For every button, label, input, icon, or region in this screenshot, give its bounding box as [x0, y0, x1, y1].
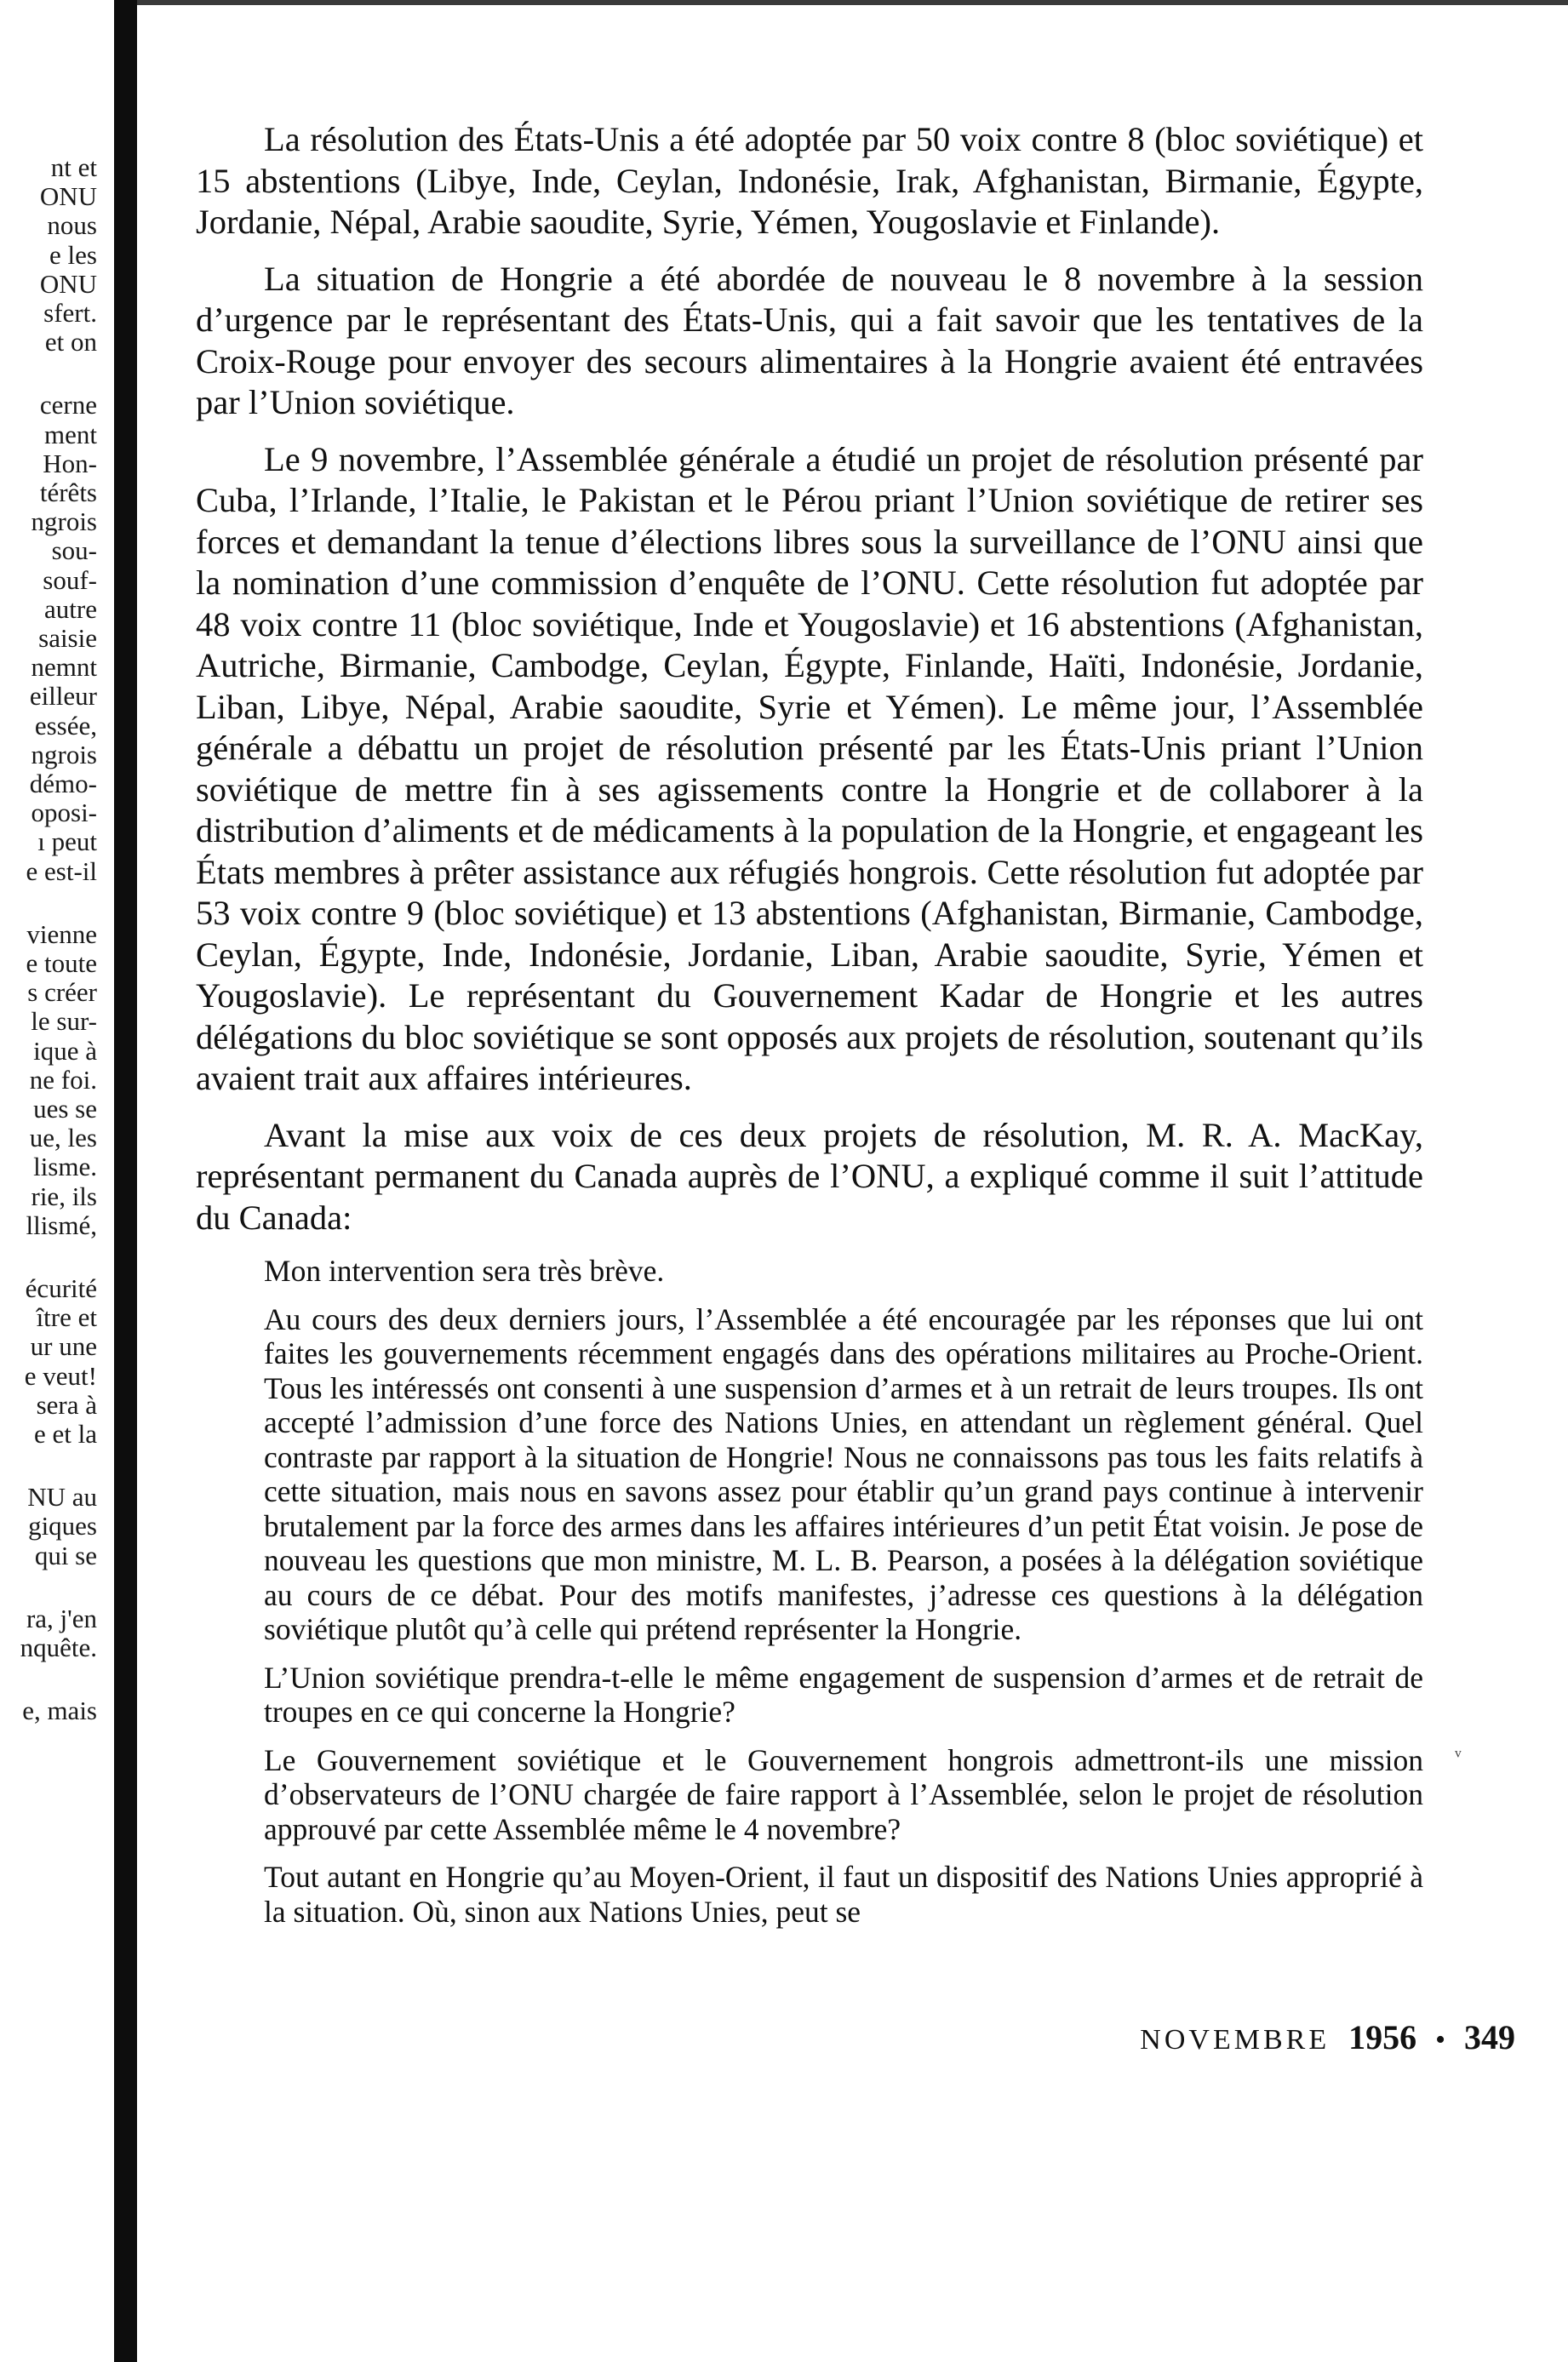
paragraph-hungary-situation: La situation de Hongrie a été abordée de nouveau le 8 novembre à la session d’urgence par le représentant des États-Unis, qui a fait savoir que les tentatives de la Croix-Rouge pour envoyer des secours alimentaires à la Hongrie avaient été entravées par l’Union soviétique.	[196, 259, 1423, 421]
fragment-line: ONU	[39, 181, 97, 212]
article-body	[196, 119, 1423, 1942]
paragraph-mackay-intro: Avant la mise aux voix de ces deux projets de résolution, M. R. A. MacKay, représentant permanent du Canada auprès de l’ONU, a expliqué comme il suit l’attitude du Canada:	[196, 1115, 1423, 1237]
fragment-line: nous	[47, 210, 97, 241]
fragment-line: ngrois	[31, 506, 97, 537]
paragraph-us-resolution: La résolution des États-Unis a été adoptée par 50 voix contre 8 (bloc soviétique) et 15 abstentions (Libye, Inde, Ceylan, Indonésie, Irak, Afghanistan, Birmanie, Égypte, Jordanie, Népal, Arabie saoudite, Syrie, Yémen, Yougoslavie et Finlande).	[196, 120, 1423, 241]
fragment-line: Hon-	[43, 448, 97, 478]
fragment-line: e et la	[33, 1419, 97, 1449]
fragment-line: ngrois	[31, 739, 97, 769]
fragment-line: ur une	[30, 1331, 97, 1362]
footer-year: 1956	[1348, 2018, 1417, 2056]
fragment-line: qui se	[34, 1540, 97, 1570]
fragment-line: llismé,	[26, 1210, 97, 1240]
fragment-line: NU au	[27, 1482, 97, 1513]
quote-paragraph-2: Au cours des deux derniers jours, l’Assemblée a été encouragée par les réponses que lui ont faites les gouvernements récemment engagés dans des opérations militaires au Proche-Orient. Tous les intéressés ont consenti à une suspension d’armes et à un retrait de leurs troupes. Ils ont accepté l’admission d’une force des Nations Unies, en attendant un règlement général. Quel contraste par rapport à la situation de Hongrie! Nous ne connaissons pas tous les faits relatifs à cette situation, mais nous en savons assez pour établir qu’un grand pays continue à intervenir brutalement par la force des armes dans les affaires intérieures d’un petit État voisin. Je pose de nouveau les questions que mon ministre, M. L. B. Pearson, a posées à la délégation soviétique au cours de ce débat. Pour des motifs manifestes, j’adresse ces questions à la délégation soviétique plutôt qu’à celle qui prétend représenter la Hongrie.	[264, 1301, 1423, 1646]
quote-paragraph-4: Le Gouvernement soviétique et le Gouvernement hongrois admettront-ils une mission d’observateurs de l’ONU chargée de faire rapport à l’Assemblée, selon le projet de résolution approuvé par cette Assemblée même le 4 novembre?	[264, 1742, 1423, 1846]
fragment-line: démo-	[29, 769, 97, 798]
fragment-line: e les	[49, 239, 97, 270]
fragment-line: essée,	[34, 710, 97, 741]
fragment-line: s créer	[27, 977, 97, 1008]
fragment-line: oposi-	[31, 798, 97, 828]
fragment-line: nemnt	[31, 652, 97, 683]
fragment-line: lisme.	[33, 1152, 97, 1182]
fragment-line: cerne	[39, 390, 97, 420]
fragment-line: et on	[44, 327, 97, 357]
page-footer	[1140, 2017, 1515, 2057]
fragment-line: ı peut	[37, 826, 97, 857]
previous-page-fragment	[0, 0, 111, 2362]
fragment-line: souf-	[43, 564, 97, 595]
fragment-line: sou-	[51, 535, 97, 566]
paragraph-nov-9-resolutions: Le 9 novembre, l’Assemblée générale a étudié un projet de résolution présenté par Cuba, l’Irlande, l’Italie, le Pakistan et le Pérou priant l’Union soviétique de retirer ses forces et demandant la tenue d’élections libres sous la surveillance de l’ONU ainsi que la nomination d’une commission d’enquête de l’ONU. Cette résolution fut adoptée par 48 voix contre 11 (bloc soviétique, Inde et Yougoslavie) et 16 abstentions (Afghanistan, Autriche, Birmanie, Cambodge, Ceylan, Égypte, Finlande, Haïti, Indonésie, Jordanie, Liban, Libye, Népal, Arabie saoudite, Syrie et Yémen). Le même jour, l’Assemblée générale a débattu un projet de résolution présenté par les États-Unis priant l’Union soviétique de mettre fin à ses agissements contre la Hongrie et de collaborer à la distribution d’aliments et de médicaments à la population de la Hongrie, et engageant les États membres à prêter assistance aux réfugiés hongrois. Cette résolution fut adoptée par 53 voix contre 9 (bloc soviétique) et 13 abstentions (Afghanistan, Birmanie, Cambodge, Ceylan, Égypte, Inde, Indonésie, Jordanie, Liban, Arabie saoudite, Syrie, Yémen et Yougoslavie). Le représentant du Gouvernement Kadar de Hongrie et les autres délégations du bloc soviétique se sont opposés aux projets de résolution, soutenant qu’ils avaient trait aux affaires intérieures.	[196, 439, 1423, 1097]
fragment-line: sera à	[36, 1389, 97, 1420]
fragment-line: saisie	[38, 623, 97, 653]
fragment-line: vienne	[26, 918, 97, 949]
page-gutter-shadow	[114, 0, 137, 2362]
fragment-line: écurité	[25, 1273, 97, 1303]
page-top-edge	[137, 0, 1568, 5]
fragment-line: ique à	[33, 1035, 97, 1066]
quote-paragraph-1: Mon intervention sera très brève.	[264, 1254, 665, 1288]
fragment-line: nquête.	[20, 1633, 97, 1662]
fragment-line: ment	[44, 419, 97, 449]
fragment-line: rie, ils	[31, 1181, 97, 1211]
page-number: 349	[1464, 2018, 1515, 2056]
fragment-line: autre	[44, 593, 97, 624]
fragment-line: ître et	[36, 1302, 97, 1333]
fragment-line: ONU	[39, 268, 97, 299]
fragment-line: ne foi.	[29, 1064, 97, 1095]
footer-month: NOVEMBRE	[1140, 2024, 1331, 2056]
fragment-line: giques	[28, 1511, 97, 1541]
margin-mark: ᵥ	[1455, 1736, 1462, 1760]
quote-paragraph-3: L’Union soviétique prendra-t-elle le même engagement de suspension d’armes et de retrait de troupes en ce qui concerne la Hongrie?	[264, 1660, 1423, 1729]
fragment-line: térêts	[39, 478, 97, 507]
fragment-line: ues se	[33, 1094, 97, 1124]
fragment-line: e, mais	[22, 1696, 97, 1726]
quote-paragraph-5: Tout autant en Hongrie qu’au Moyen-Orient, il faut un dispositif des Nations Unies approprié à la situation. Où, sinon aux Nations Unies, peut se	[264, 1860, 1423, 1929]
fragment-line: ra, j'en	[26, 1603, 97, 1633]
mackay-quotation	[264, 1254, 1423, 1929]
fragment-line: nt et	[50, 152, 97, 182]
fragment-line: le sur-	[31, 1006, 97, 1037]
fragment-line: e veut!	[24, 1360, 97, 1391]
fragment-line: e est-il	[26, 855, 97, 886]
fragment-line: ue, les	[29, 1123, 97, 1153]
footer-separator: •	[1435, 2024, 1445, 2056]
fragment-line: e toute	[26, 948, 97, 978]
fragment-line: eilleur	[29, 681, 97, 712]
fragment-line: sfert.	[43, 298, 97, 328]
